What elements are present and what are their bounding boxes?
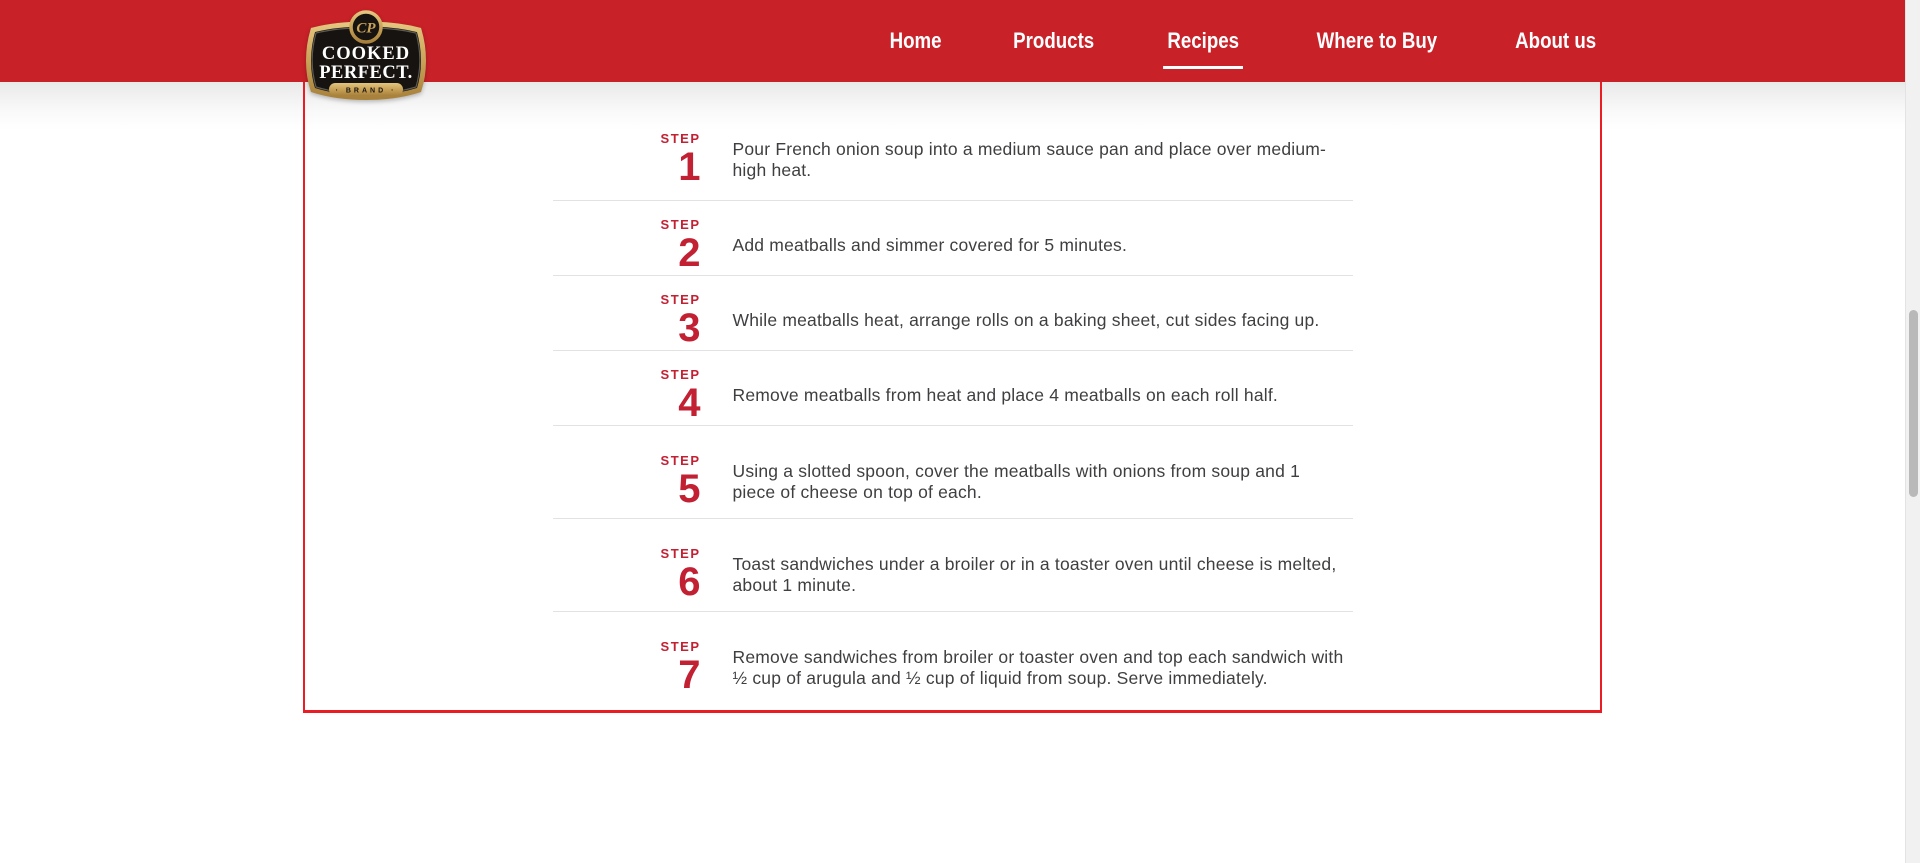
step-row-4: [553, 350, 1353, 425]
step-number: 4: [678, 381, 701, 425]
step-number: 5: [678, 467, 701, 511]
nav-link-home[interactable]: Home: [889, 28, 942, 53]
step-word: STEP: [660, 639, 701, 654]
step-row-5: [553, 425, 1353, 518]
step-word: STEP: [660, 131, 701, 146]
step-word: STEP: [660, 292, 701, 307]
steps-list: [553, 82, 1353, 704]
scrollbar-track[interactable]: [1905, 0, 1920, 863]
step-instruction: Add meatballs and simmer covered for 5 minutes.: [732, 235, 1128, 255]
step-instruction: Pour French onion soup into a medium sauce pan and place over medium-high heat.: [732, 138, 1327, 180]
step-label: [553, 292, 701, 349]
step-label: [553, 367, 701, 424]
step-word: STEP: [660, 367, 701, 382]
recipe-steps-card: [303, 82, 1602, 713]
svg-text:CP: CP: [356, 20, 376, 37]
step-word: STEP: [660, 217, 701, 232]
step-instruction: Remove meatballs from heat and place 4 meatballs on each roll half.: [732, 385, 1278, 405]
nav-link-about-us[interactable]: About us: [1514, 28, 1596, 53]
step-instruction: Remove sandwiches from broiler or toaster oven and top each sandwich with ½ cup of arugula and ½ cup of liquid from soup. Serve immediately.: [732, 646, 1344, 688]
nav-link-where-to-buy[interactable]: Where to Buy: [1316, 28, 1438, 53]
step-number: 6: [678, 560, 701, 604]
main-nav: [885, 0, 1603, 82]
cooked-perfect-badge-icon: [302, 8, 430, 104]
step-row-3: [553, 275, 1353, 350]
step-label: [553, 639, 701, 696]
svg-text:· BRAND ·: · BRAND ·: [335, 87, 397, 95]
step-row-2: [553, 200, 1353, 275]
step-label: [553, 131, 701, 188]
step-number: 1: [678, 145, 701, 189]
step-label: [553, 546, 701, 603]
step-word: STEP: [660, 546, 701, 561]
nav-link-products[interactable]: Products: [1013, 28, 1095, 53]
brand-logo[interactable]: [302, 8, 430, 104]
step-number: 7: [678, 653, 701, 697]
step-number: 2: [678, 231, 701, 275]
step-row-1: [553, 82, 1353, 200]
svg-text:PERFECT.: PERFECT.: [319, 63, 413, 83]
nav-link-recipes[interactable]: Recipes: [1167, 28, 1240, 53]
scrollbar-thumb[interactable]: [1909, 310, 1918, 497]
step-label: [553, 453, 701, 510]
step-instruction: While meatballs heat, arrange rolls on a baking sheet, cut sides facing up.: [732, 310, 1320, 330]
svg-text:COOKED: COOKED: [321, 44, 411, 64]
step-row-6: [553, 518, 1353, 611]
step-instruction: Using a slotted spoon, cover the meatballs with onions from soup and 1 piece of cheese on top of each.: [732, 460, 1301, 502]
step-row-7: [553, 611, 1353, 704]
step-label: [553, 217, 701, 274]
step-word: STEP: [660, 453, 701, 468]
step-number: 3: [678, 306, 701, 350]
step-instruction: Toast sandwiches under a broiler or in a toaster oven until cheese is melted, about 1 minute.: [732, 553, 1337, 595]
